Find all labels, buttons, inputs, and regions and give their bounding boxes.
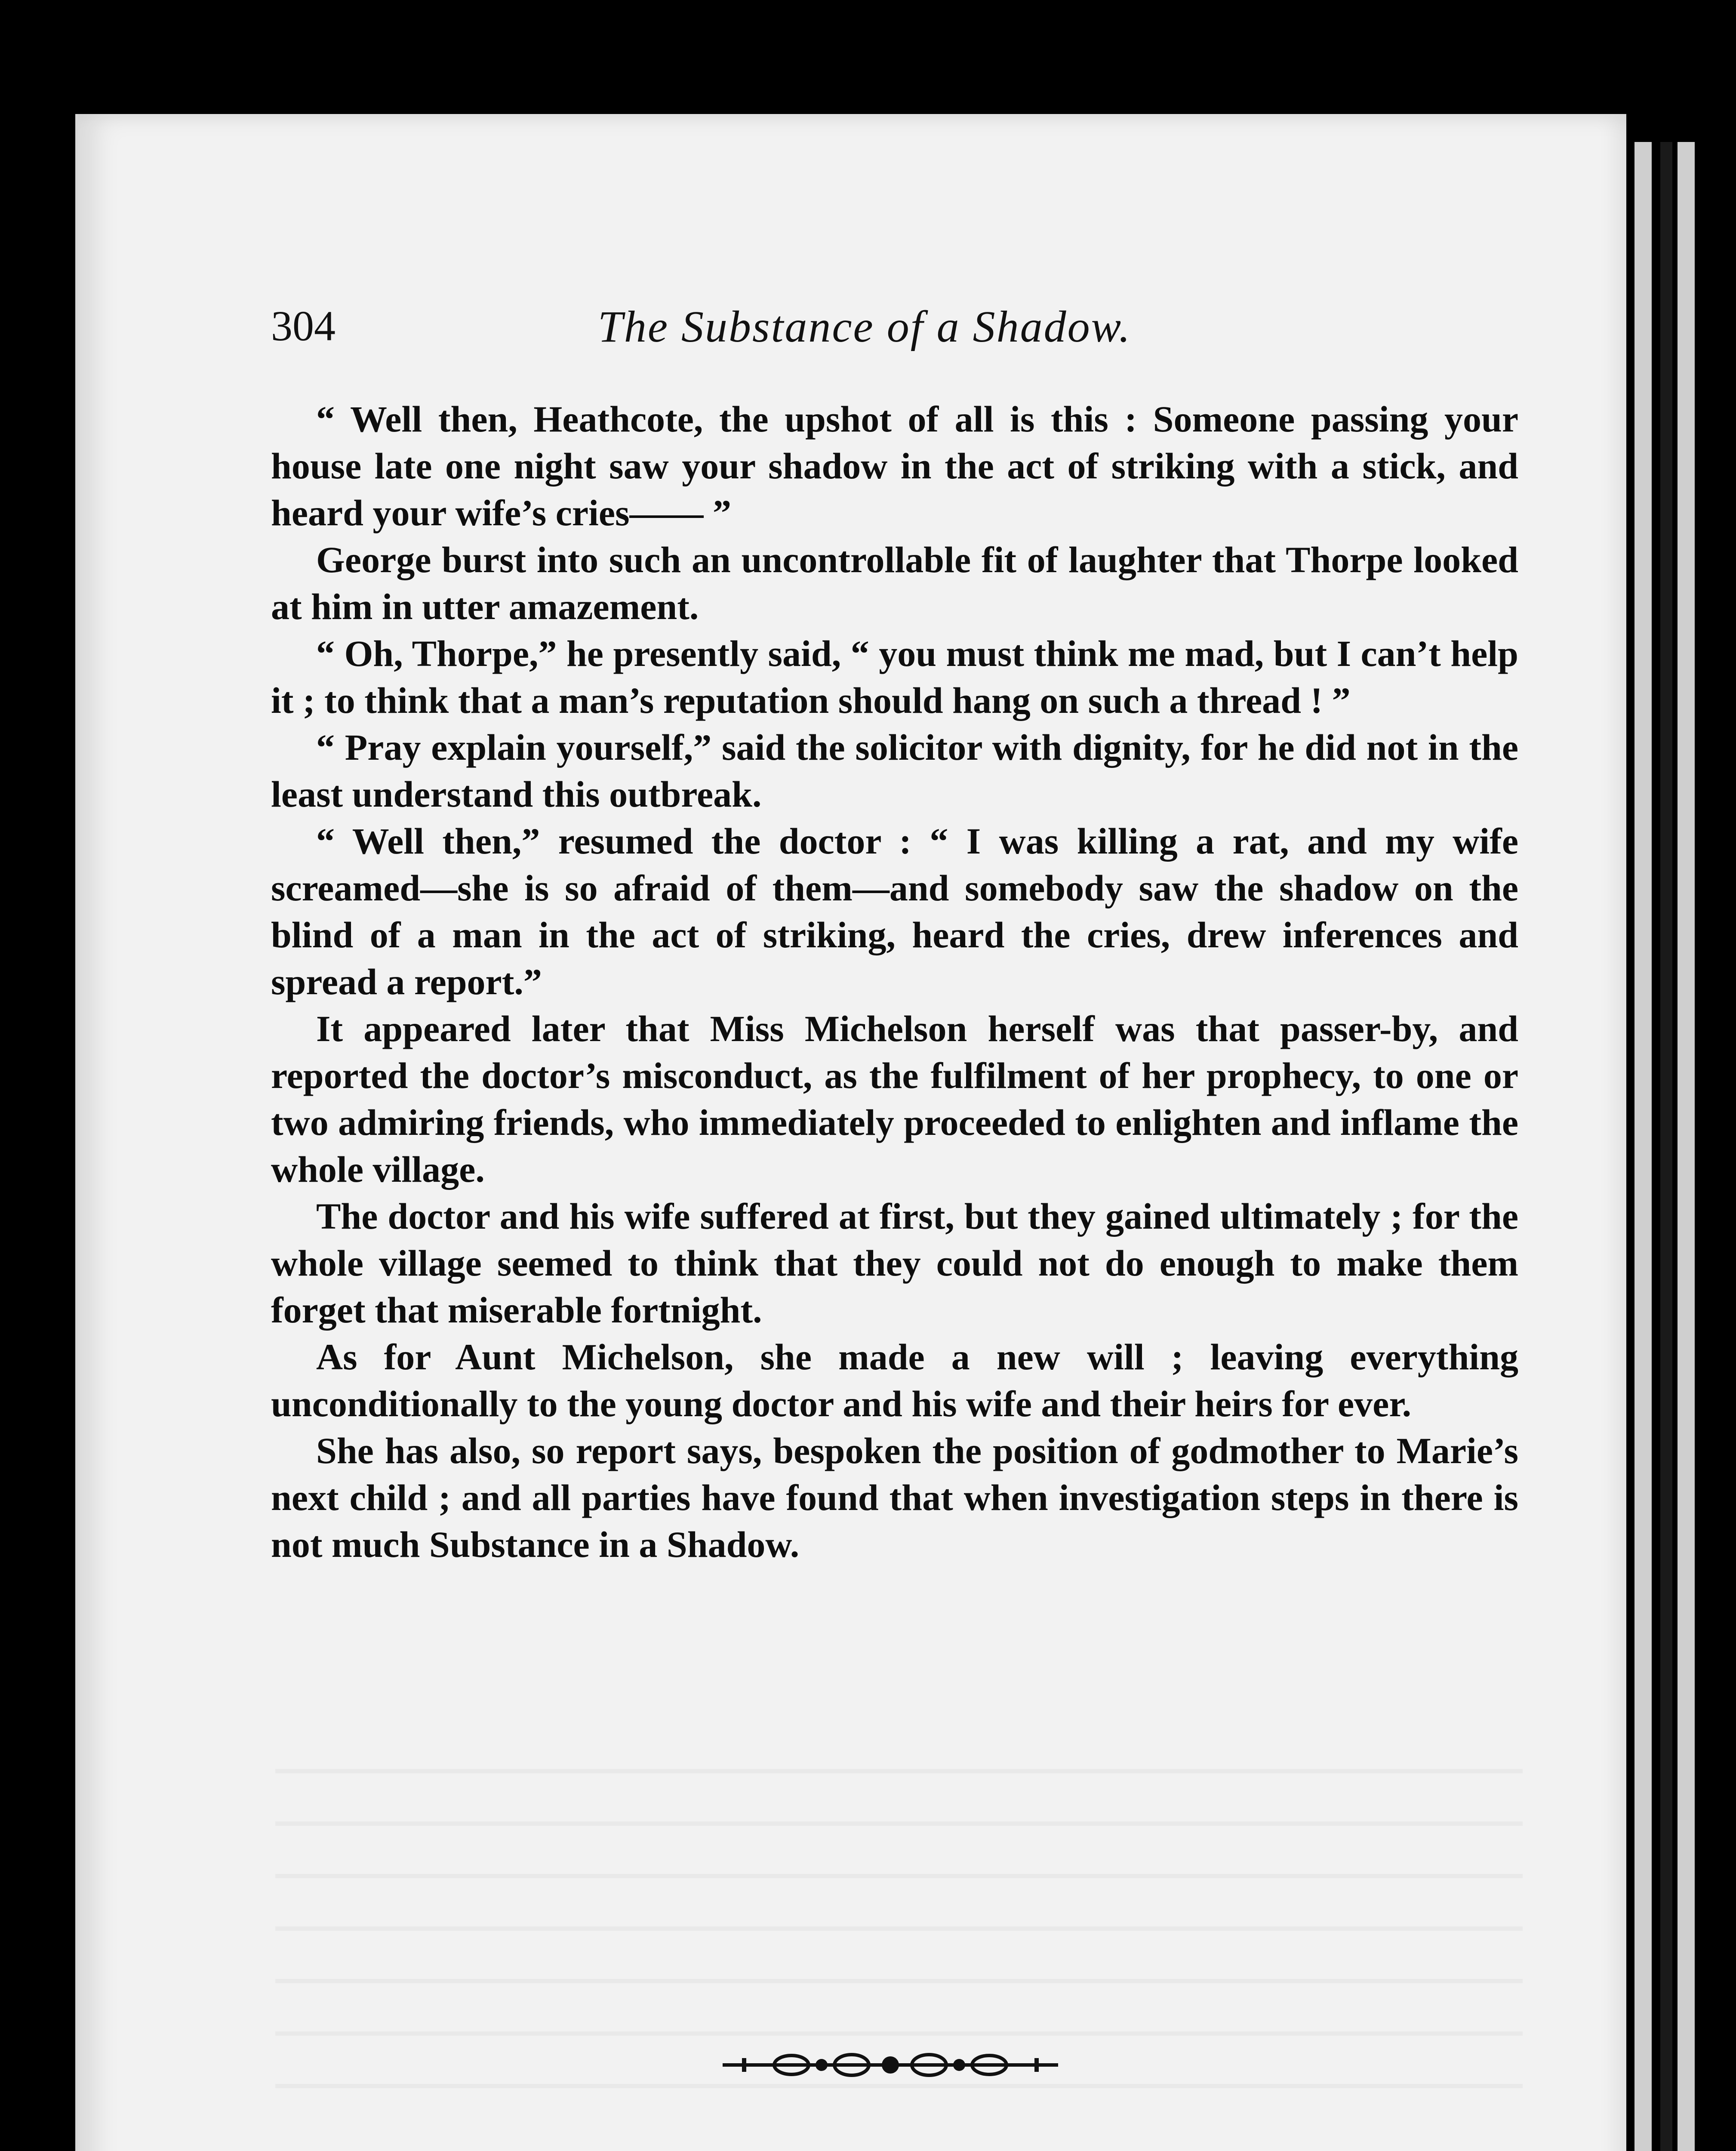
page-edge: [1634, 142, 1652, 2151]
paragraph: As for Aunt Michelson, she made a new will ; leaving everything unconditionally to the young doctor and his wife and their heirs for ever.: [271, 1336, 1518, 1424]
paragraph: It appeared later that Miss Michelson herself was that passer-by, and reported the doctor’s misconduct, as the fulfilment of her prophecy, to one or two admiring friends, who immediately proceeded to enlighten and inflame the whole village.: [271, 1008, 1518, 1190]
show-through-text: [275, 1721, 1523, 2151]
paragraph: “ Oh, Thorpe,” he presently said, “ you must think me mad, but I can’t help it ; to think that a man’s reputation should hang on such a thread ! ”: [271, 633, 1518, 721]
running-head: [271, 301, 1518, 357]
running-title: The Substance of a Shadow.: [598, 302, 1132, 351]
page-edge: [1678, 142, 1695, 2151]
body-text: [271, 396, 1518, 1568]
paragraph: The doctor and his wife suffered at first, but they gained ultimately ; for the whole village seemed to think that they could not do enough to make them forget that miserable fortnight.: [271, 1196, 1518, 1331]
paragraph: “ Pray explain yourself,” said the solicitor with dignity, for he did not in the least understand this outbreak.: [271, 727, 1518, 815]
ornament-divider: [718, 2048, 1062, 2082]
page-number: 304: [271, 302, 336, 350]
page-edge-shadow: [1660, 142, 1672, 2151]
paragraph: “ Well then, Heathcote, the upshot of all is this : Someone passing your house late one night saw your shadow in the act of striking with a stick, and heard your wife’s cries—— ”: [271, 398, 1518, 533]
paragraph: She has also, so report says, bespoken the position of godmother to Marie’s next child ; and all parties have found that when investigation steps in there is not much Substance in a Shadow.: [271, 1430, 1518, 1565]
paragraph: “ Well then,” resumed the doctor : “ I was killing a rat, and my wife screamed—she is so afraid of them—and somebody saw the shadow on the blind of a man in the act of striking, heard the cries, drew inferences and spread a report.”: [271, 820, 1518, 1002]
paragraph: George burst into such an uncontrollable fit of laughter that Thorpe looked at him in utter amazement.: [271, 539, 1518, 627]
